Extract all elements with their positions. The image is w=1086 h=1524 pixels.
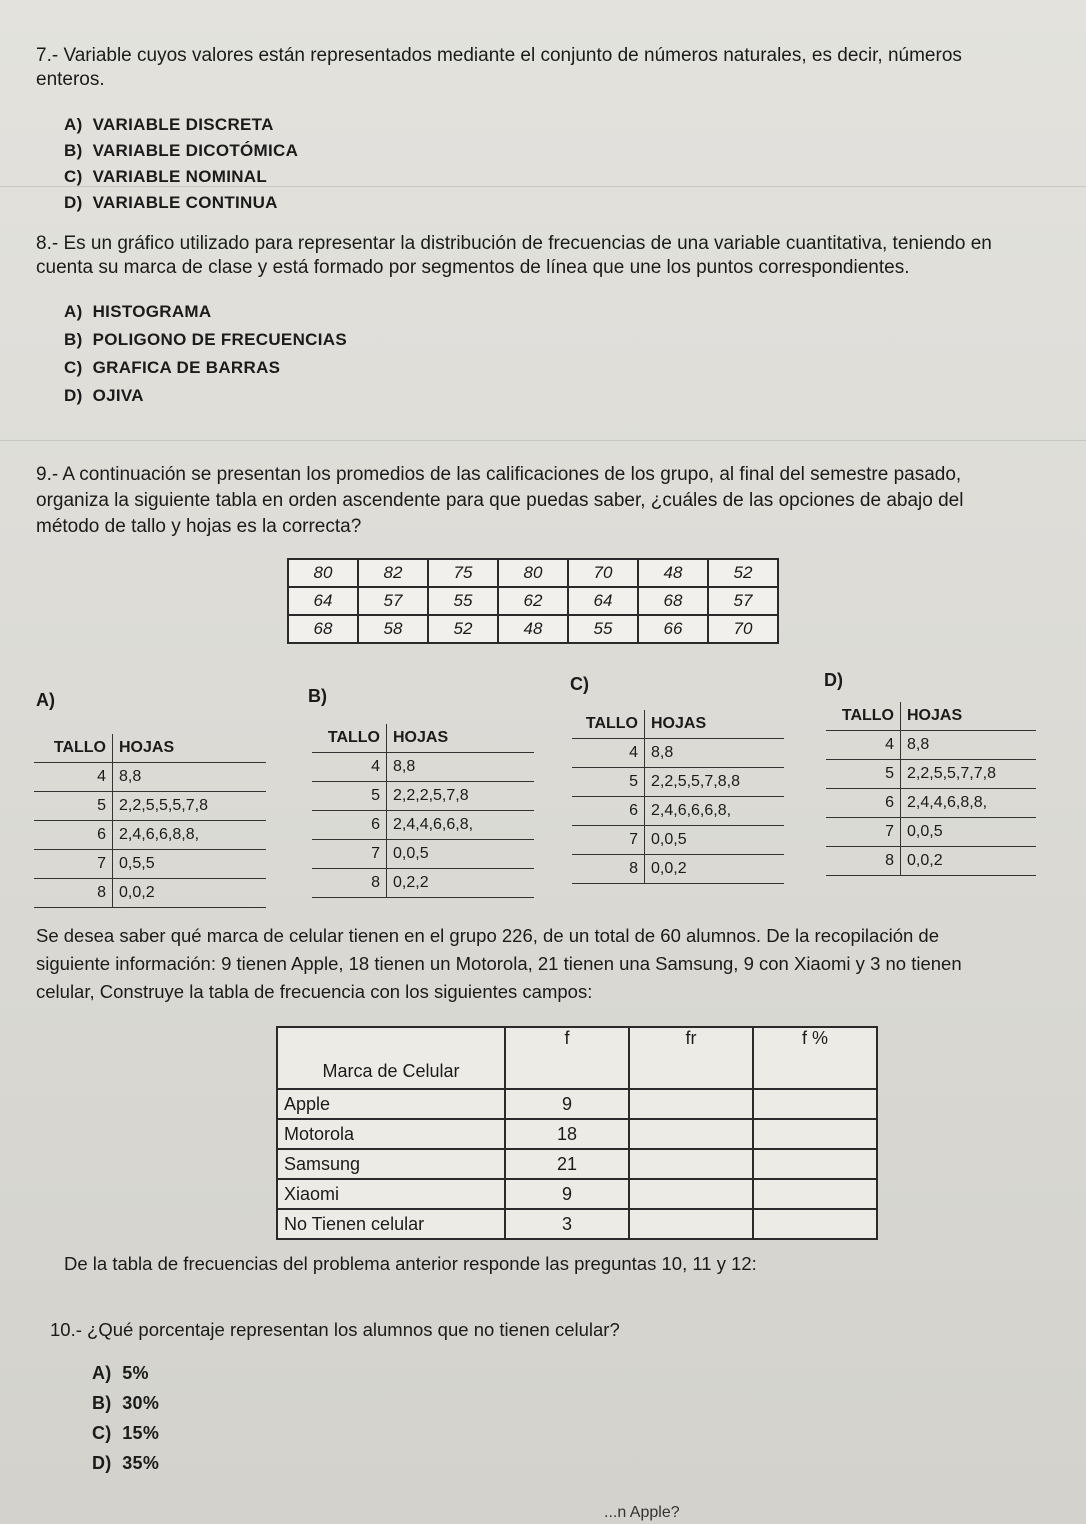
stem-leaf-row: 7 0,5,5 (34, 850, 266, 879)
grade-cell: 70 (568, 559, 638, 587)
grade-cell: 48 (638, 559, 708, 587)
cellphone-line1: Se desea saber qué marca de celular tienen en el grupo 226, de un total de 60 alumnos. De la recopilación de (36, 925, 939, 946)
question-7-line1: 7.- Variable cuyos valores están representados mediante el conjunto de números naturales, es decir, números (36, 45, 962, 66)
f-cell: 18 (505, 1119, 629, 1149)
question-9-line3: método de tallo y hojas es la correcta? (36, 516, 362, 537)
cutoff-text: ...n Apple? (604, 1504, 680, 1521)
question-10: 10.- ¿Qué porcentaje representan los alumnos que no tienen celular? (50, 1319, 620, 1340)
option-b-label[interactable]: B) (308, 686, 327, 706)
table-row (277, 1179, 877, 1209)
stem-leaf-b (312, 724, 534, 898)
cellphone-line2: siguiente información: 9 tienen Apple, 18 tienen un Motorola, 21 tienen una Samsung, 9 con Xiaomi y 3 no tienen (36, 953, 962, 974)
grade-cell: 80 (288, 559, 358, 587)
option-c[interactable]: C) 15% (92, 1423, 160, 1443)
question-8-options (64, 298, 347, 410)
option-c[interactable]: C) GRAFICA DE BARRAS (64, 358, 281, 377)
stem-leaf-row: 4 8,8 (312, 753, 534, 782)
fpercent-cell[interactable] (753, 1119, 877, 1149)
fpercent-cell[interactable] (753, 1089, 877, 1119)
f-cell: 9 (505, 1089, 629, 1119)
marca-cell: Motorola (277, 1119, 505, 1149)
stem-leaf-row: 5 2,2,5,5,7,8,8 (572, 768, 784, 797)
grade-cell: 55 (568, 615, 638, 643)
f-cell: 9 (505, 1179, 629, 1209)
grade-cell: 66 (638, 615, 708, 643)
stem-leaf-header: TALLO HOJAS (572, 710, 784, 739)
option-d[interactable]: D) 35% (92, 1453, 160, 1473)
option-d[interactable]: D) OJIVA (64, 386, 144, 405)
f-cell: 21 (505, 1149, 629, 1179)
grade-cell: 55 (428, 587, 498, 615)
grade-cell: 48 (498, 615, 568, 643)
stem-leaf-c (572, 710, 784, 884)
fpercent-cell[interactable] (753, 1149, 877, 1179)
grade-cell: 57 (708, 587, 778, 615)
question-7-options (64, 112, 298, 216)
fr-cell[interactable] (629, 1089, 753, 1119)
stem-leaf-row: 4 8,8 (826, 731, 1036, 760)
question-8-line2: cuenta su marca de clase y está formado por segmentos de línea que une los puntos correspondientes. (36, 257, 910, 278)
fr-cell[interactable] (629, 1119, 753, 1149)
stem-leaf-row: 6 2,4,6,6,6,8, (572, 797, 784, 826)
grade-cell: 52 (428, 615, 498, 643)
stem-leaf-row: 7 0,0,5 (826, 818, 1036, 847)
stem-leaf-row: 8 0,0,2 (826, 847, 1036, 876)
grade-cell: 68 (638, 587, 708, 615)
grade-cell: 57 (358, 587, 428, 615)
stem-leaf-d (826, 702, 1036, 876)
cellphone-problem (36, 922, 1076, 1006)
frequency-table (276, 1026, 878, 1240)
fpercent-cell[interactable] (753, 1179, 877, 1209)
table-row (277, 1089, 877, 1119)
question-10-options (92, 1358, 159, 1478)
grade-cell: 64 (288, 587, 358, 615)
question-7 (36, 44, 1066, 92)
intro-questions-10-12: De la tabla de frecuencias del problema anterior responde las preguntas 10, 11 y 12: (64, 1253, 757, 1274)
question-9-line1: 9.- A continuación se presentan los promedios de las calificaciones de los grupo, al final del semestre pasado, (36, 464, 962, 485)
table-row (277, 1119, 877, 1149)
grade-cell: 68 (288, 615, 358, 643)
option-c[interactable]: C) VARIABLE NOMINAL (64, 167, 268, 186)
fpercent-cell[interactable] (753, 1209, 877, 1239)
option-b[interactable]: B) 30% (92, 1393, 160, 1413)
stem-leaf-header: TALLO HOJAS (826, 702, 1036, 731)
f-cell: 3 (505, 1209, 629, 1239)
stem-leaf-row: 4 8,8 (34, 763, 266, 792)
stem-leaf-row: 5 2,2,2,5,7,8 (312, 782, 534, 811)
marca-cell: No Tienen celular (277, 1209, 505, 1239)
table-row (277, 1149, 877, 1179)
grade-cell: 62 (498, 587, 568, 615)
option-a[interactable]: A) VARIABLE DISCRETA (64, 115, 274, 134)
grade-cell: 75 (428, 559, 498, 587)
option-b[interactable]: B) VARIABLE DICOTÓMICA (64, 141, 299, 160)
marca-cell: Apple (277, 1089, 505, 1119)
stem-leaf-header: TALLO HOJAS (34, 734, 266, 763)
cellphone-line3: celular, Construye la tabla de frecuencia con los siguientes campos: (36, 981, 593, 1002)
option-a[interactable]: A) 5% (92, 1363, 149, 1383)
stem-leaf-row: 7 0,0,5 (572, 826, 784, 855)
stem-leaf-a (34, 734, 266, 908)
option-d-label[interactable]: D) (824, 670, 843, 690)
table-row (277, 1209, 877, 1239)
stem-leaf-row: 5 2,2,5,5,5,7,8 (34, 792, 266, 821)
grade-cell: 80 (498, 559, 568, 587)
fr-cell[interactable] (629, 1149, 753, 1179)
stem-leaf-header: TALLO HOJAS (312, 724, 534, 753)
fr-cell[interactable] (629, 1209, 753, 1239)
question-7-line2: enteros. (36, 69, 105, 90)
question-8-line1: 8.- Es un gráfico utilizado para representar la distribución de frecuencias de una variable cuantitativa, teniendo en (36, 233, 992, 254)
stem-leaf-row: 8 0,0,2 (34, 879, 266, 908)
grade-cell: 64 (568, 587, 638, 615)
divider (0, 440, 1086, 441)
stem-leaf-row: 4 8,8 (572, 739, 784, 768)
header-fpercent: f % (753, 1027, 877, 1089)
grade-cell: 82 (358, 559, 428, 587)
option-d[interactable]: D) VARIABLE CONTINUA (64, 193, 278, 212)
header-f: f (505, 1027, 629, 1089)
fr-cell[interactable] (629, 1179, 753, 1209)
option-a[interactable]: A) HISTOGRAMA (64, 302, 212, 321)
stem-leaf-row: 8 0,2,2 (312, 869, 534, 898)
option-b[interactable]: B) POLIGONO DE FRECUENCIAS (64, 330, 347, 349)
option-a-label[interactable]: A) (36, 690, 55, 710)
stem-leaf-row: 5 2,2,5,5,7,7,8 (826, 760, 1036, 789)
question-9 (36, 462, 1066, 540)
question-8 (36, 232, 1066, 280)
grade-cell: 58 (358, 615, 428, 643)
stem-leaf-row: 8 0,0,2 (572, 855, 784, 884)
marca-cell: Xiaomi (277, 1179, 505, 1209)
option-c-label[interactable]: C) (570, 674, 589, 694)
header-marca: Marca de Celular (277, 1027, 505, 1089)
stem-leaf-row: 7 0,0,5 (312, 840, 534, 869)
stem-leaf-row: 6 2,4,6,6,8,8, (34, 821, 266, 850)
stem-leaf-row: 6 2,4,4,6,6,8, (312, 811, 534, 840)
grade-cell: 70 (708, 615, 778, 643)
question-9-line2: organiza la siguiente tabla en orden ascendente para que puedas saber, ¿cuáles de las opciones de abajo del (36, 490, 964, 511)
header-fr: fr (629, 1027, 753, 1089)
grades-table (287, 558, 779, 644)
marca-cell: Samsung (277, 1149, 505, 1179)
stem-leaf-row: 6 2,4,4,6,8,8, (826, 789, 1036, 818)
grade-cell: 52 (708, 559, 778, 587)
